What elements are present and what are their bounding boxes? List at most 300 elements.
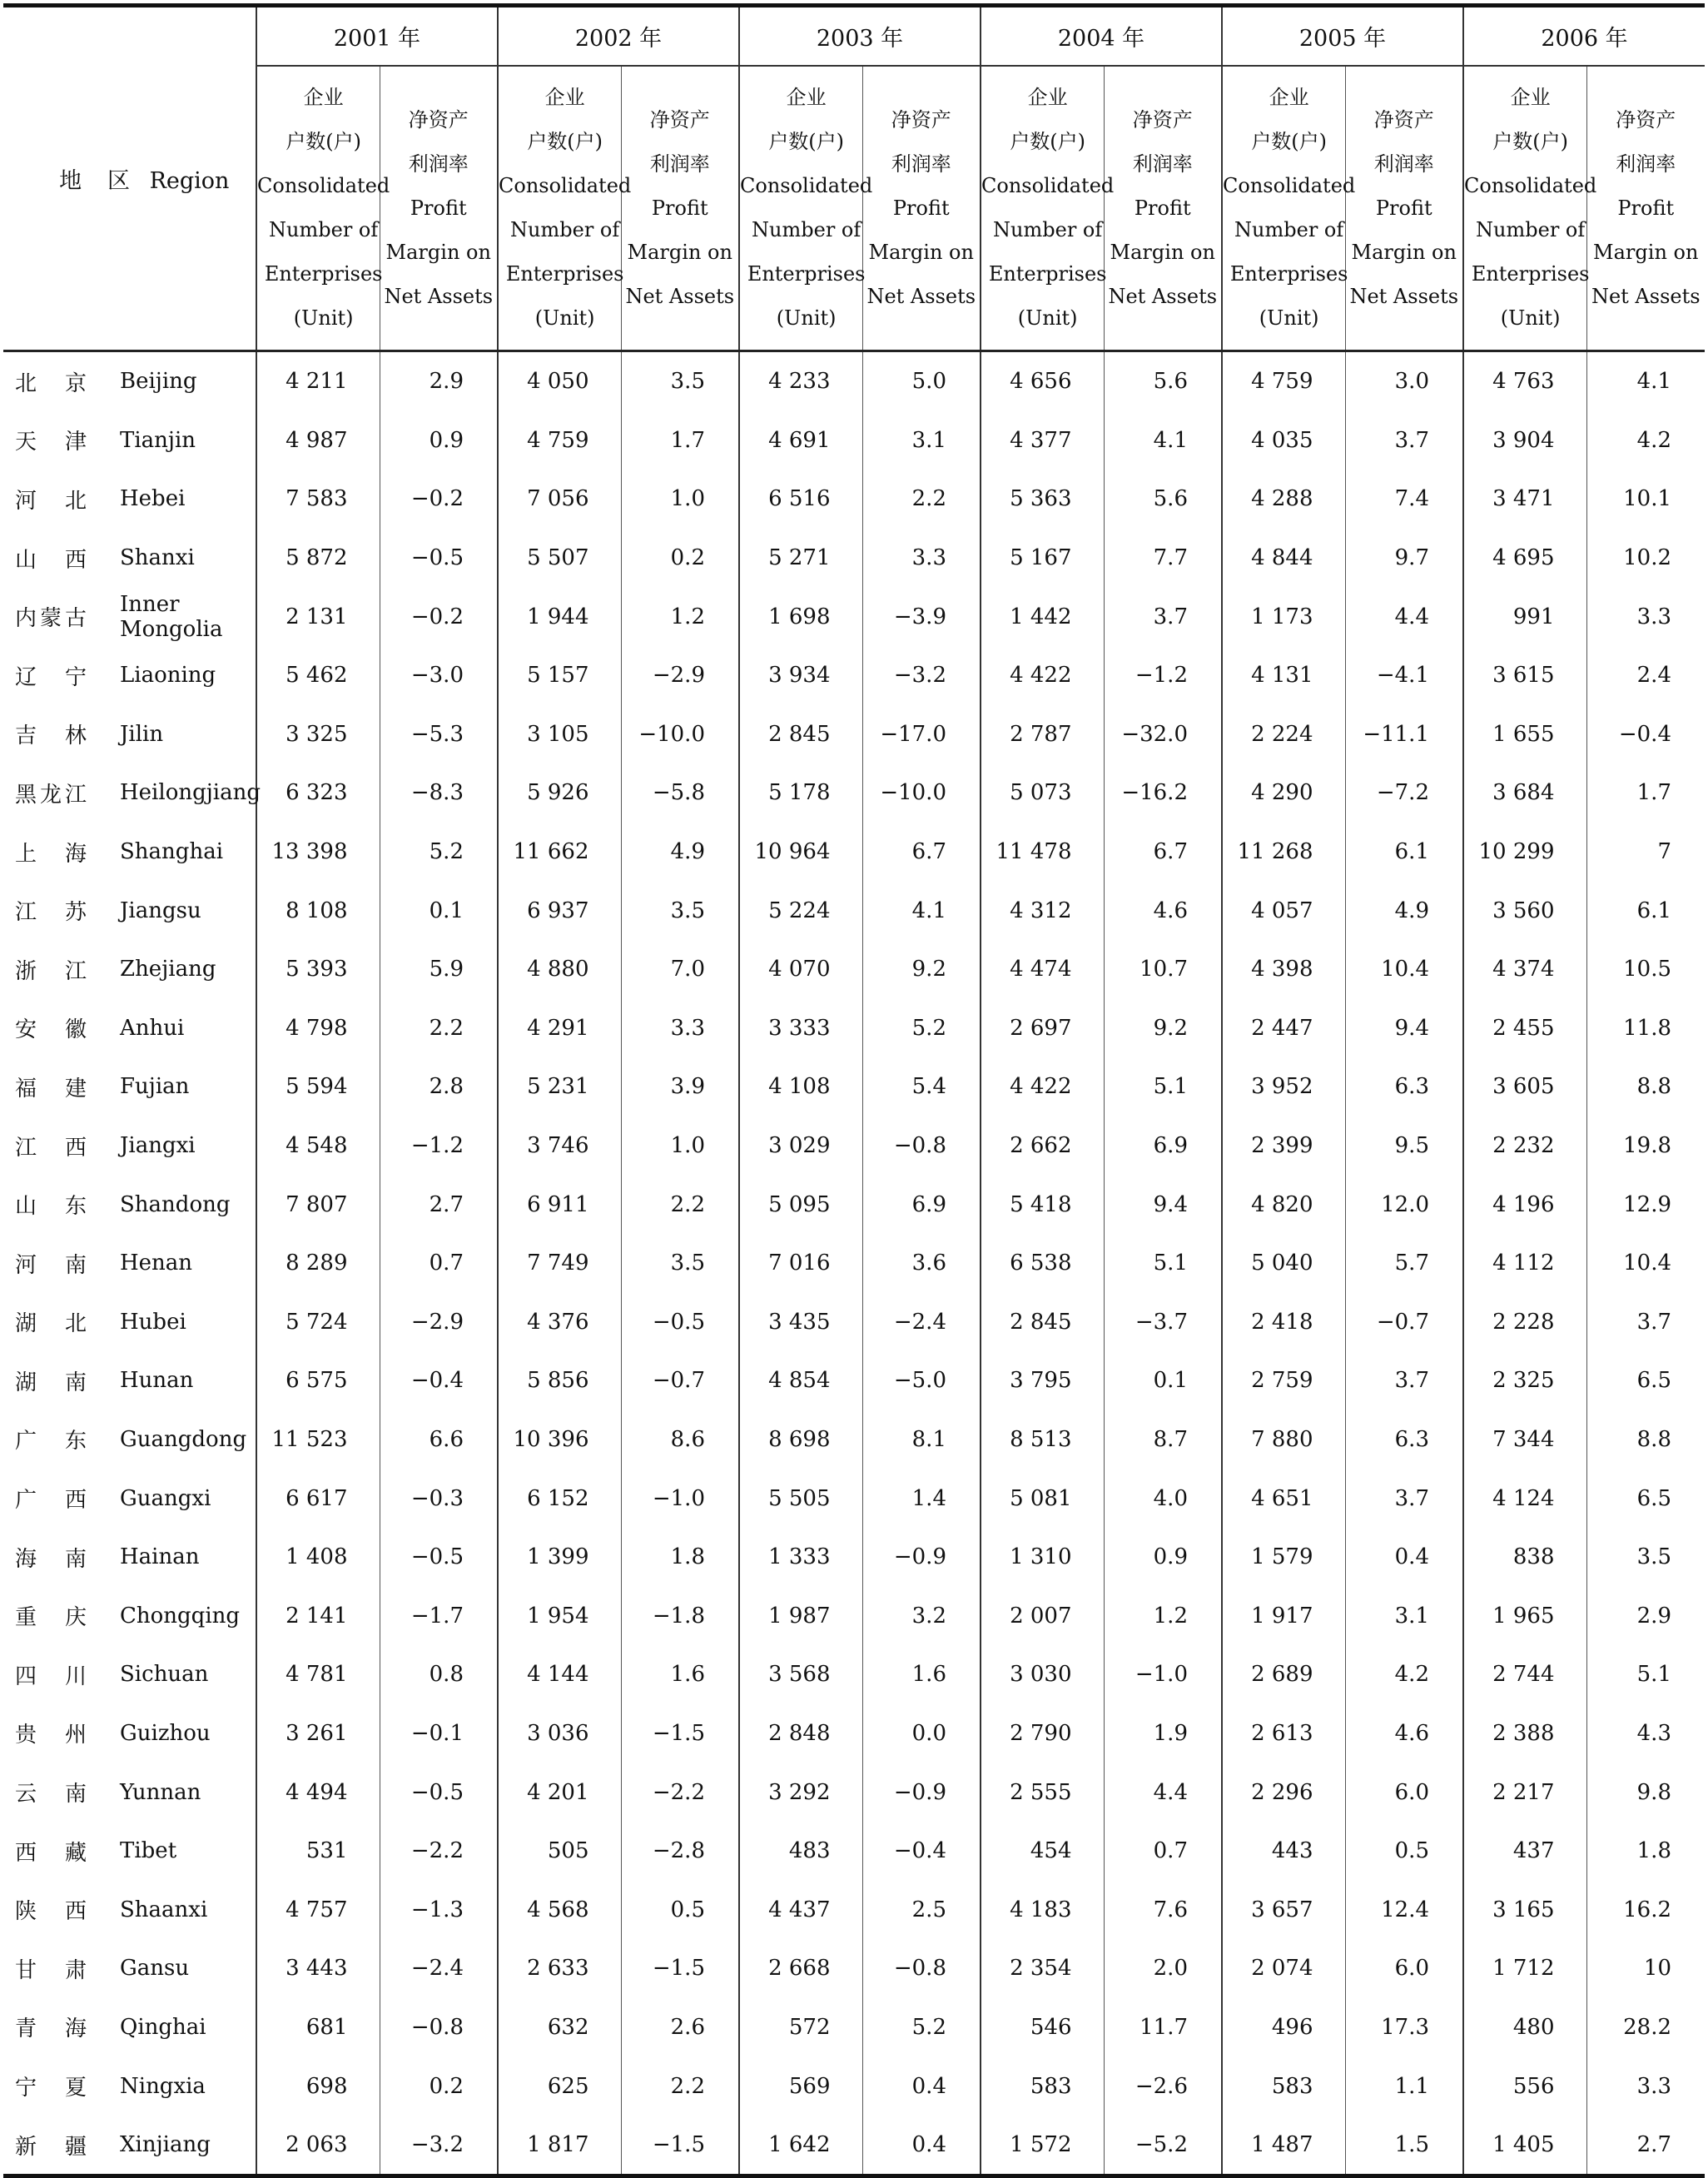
enterprises-header-line: 户数(户) <box>527 130 603 153</box>
profit-margin-cell: −5.2 <box>1104 2116 1222 2176</box>
enterprise-count-cell: 4 196 <box>1463 1175 1586 1234</box>
enterprises-column-header <box>739 66 873 351</box>
enterprise-count-cell: 4 124 <box>1463 1469 1586 1528</box>
enterprise-count-cell: 4 548 <box>256 1116 380 1176</box>
enterprise-count-cell: 4 494 <box>256 1763 380 1822</box>
enterprise-count-cell: 3 684 <box>1463 763 1586 823</box>
enterprise-count-cell: 2 845 <box>981 1293 1104 1352</box>
profit-header-line: Profit <box>1134 196 1191 220</box>
table-row <box>3 529 1705 588</box>
enterprises-header-line: (Unit) <box>293 306 354 330</box>
profit-margin-cell: 1.2 <box>621 587 739 646</box>
enterprise-count-cell: 8 698 <box>739 1410 862 1469</box>
profit-margin-cell: 7.6 <box>1104 1880 1222 1939</box>
profit-margin-cell: 0.4 <box>862 2116 981 2176</box>
table-row <box>3 823 1705 882</box>
profit-margin-cell: −1.3 <box>380 1880 498 1939</box>
enterprise-count-cell: 3 746 <box>498 1116 621 1176</box>
enterprise-count-cell: 5 926 <box>498 763 621 823</box>
enterprise-count-cell: 1 310 <box>981 1528 1104 1587</box>
profit-header-line: Margin on <box>385 240 491 264</box>
profit-margin-cell: 3.3 <box>1586 2056 1705 2116</box>
region-name-cn: 四 川 <box>15 1663 91 1689</box>
enterprise-count-cell: 5 081 <box>981 1469 1104 1528</box>
enterprise-count-cell: 569 <box>739 2056 862 2116</box>
region-name-cn: 湖 北 <box>15 1311 91 1337</box>
enterprise-count-cell: 4 781 <box>256 1645 380 1704</box>
table-row <box>3 1998 1705 2057</box>
enterprises-header-line: Consolidated <box>499 174 632 197</box>
profit-margin-cell: 11.8 <box>1586 999 1705 1058</box>
enterprise-count-cell: 2 744 <box>1463 1645 1586 1704</box>
profit-margin-cell: 0.4 <box>1345 1528 1463 1587</box>
profit-margin-cell: 3.7 <box>1345 1469 1463 1528</box>
profit-margin-cell: 10.1 <box>1586 470 1705 529</box>
enterprise-count-cell: 2 848 <box>739 1704 862 1763</box>
profit-margin-cell: −3.2 <box>862 646 981 705</box>
profit-margin-cell: 4.4 <box>1104 1763 1222 1822</box>
enterprise-count-cell: 1 399 <box>498 1528 621 1587</box>
region-name-cn: 天 津 <box>15 430 91 455</box>
profit-margin-cell: −2.6 <box>1104 2056 1222 2116</box>
enterprise-count-cell: 6 516 <box>739 470 862 529</box>
region-name-cn: 北 京 <box>15 370 91 396</box>
region-name-cn: 内蒙古 <box>15 606 91 632</box>
profit-margin-cell: 2.6 <box>621 1998 739 2057</box>
profit-margin-cell: 4.3 <box>1586 1704 1705 1763</box>
enterprises-header-line: Consolidated <box>740 174 873 197</box>
enterprise-count-cell: 4 651 <box>1222 1469 1345 1528</box>
enterprise-count-cell: 4 035 <box>1222 411 1345 470</box>
profit-margin-cell: 3.6 <box>862 1234 981 1293</box>
table-row <box>3 1586 1705 1645</box>
region-name-en: Qinghai <box>120 2014 206 2040</box>
enterprise-count-cell: 8 513 <box>981 1410 1104 1469</box>
profit-margin-cell: 4.2 <box>1345 1645 1463 1704</box>
profit-margin-cell: −1.5 <box>621 1939 739 1998</box>
profit-margin-cell: −3.0 <box>380 646 498 705</box>
profit-margin-cell: 10.2 <box>1586 529 1705 588</box>
region-name-cn: 安 徽 <box>15 1017 91 1043</box>
enterprise-count-cell: 3 435 <box>739 1293 862 1352</box>
profit-margin-cell: 5.9 <box>380 940 498 999</box>
table-row <box>3 1939 1705 1998</box>
region-name-en: Jilin <box>120 721 164 747</box>
profit-margin-cell: −16.2 <box>1104 763 1222 823</box>
profit-margin-cell: 10.5 <box>1586 940 1705 999</box>
profit-margin-cell: 1.6 <box>621 1645 739 1704</box>
enterprise-count-cell: 4 108 <box>739 1057 862 1116</box>
table-row <box>3 646 1705 705</box>
profit-margin-cell: −1.5 <box>621 2116 739 2176</box>
profit-margin-cell: 7.0 <box>621 940 739 999</box>
enterprise-count-cell: 1 944 <box>498 587 621 646</box>
profit-header-line: Net Assets <box>1591 284 1701 308</box>
profit-margin-cell: 0.1 <box>380 881 498 940</box>
enterprise-count-cell: 1 572 <box>981 2116 1104 2176</box>
profit-margin-cell: 10.4 <box>1345 940 1463 999</box>
profit-header-line: Net Assets <box>625 284 735 308</box>
enterprise-count-cell: 4 820 <box>1222 1175 1345 1234</box>
region-name-cn: 新 疆 <box>3 2116 117 2176</box>
profit-margin-cell: −1.8 <box>621 1586 739 1645</box>
enterprises-header-line: 企业 <box>786 86 827 109</box>
enterprise-count-cell: 1 442 <box>981 587 1104 646</box>
profit-header-line: Net Assets <box>1108 284 1218 308</box>
profit-margin-cell: 2.5 <box>862 1880 981 1939</box>
enterprise-count-cell: 4 211 <box>256 351 380 411</box>
profit-margin-cell: 1.8 <box>621 1528 739 1587</box>
enterprise-count-cell: 2 787 <box>981 705 1104 764</box>
enterprise-count-cell: 3 036 <box>498 1704 621 1763</box>
enterprise-count-cell: 480 <box>1463 1998 1586 2057</box>
enterprise-count-cell: 3 261 <box>256 1704 380 1763</box>
profit-margin-cell: 6.5 <box>1586 1351 1705 1410</box>
profit-margin-cell: 8.8 <box>1586 1410 1705 1469</box>
enterprise-count-cell: 443 <box>1222 1822 1345 1881</box>
enterprises-header-line: Enterprises <box>988 262 1107 286</box>
enterprise-count-cell: 11 268 <box>1222 823 1345 882</box>
enterprises-header-line: 企业 <box>1510 86 1551 109</box>
region-header-cn: 地 区 <box>59 168 132 194</box>
enterprise-count-cell: 5 872 <box>256 529 380 588</box>
profit-margin-cell: 6.3 <box>1345 1410 1463 1469</box>
profit-margin-cell: 12.9 <box>1586 1175 1705 1234</box>
profit-margin-cell: 5.1 <box>1104 1234 1222 1293</box>
table-row <box>3 1351 1705 1410</box>
profit-header-line: 利润率 <box>408 152 469 176</box>
enterprises-header-line: Number of <box>752 218 861 241</box>
profit-margin-cell: −7.2 <box>1345 763 1463 823</box>
enterprises-header-line: Consolidated <box>981 174 1115 197</box>
enterprise-count-cell: 7 749 <box>498 1234 621 1293</box>
table-row <box>3 1293 1705 1352</box>
enterprise-count-cell: 7 344 <box>1463 1410 1586 1469</box>
profit-margin-cell: −5.8 <box>621 763 739 823</box>
region-name-cn: 湖 南 <box>15 1370 91 1395</box>
region-name-en: Liaoning <box>120 663 216 689</box>
enterprise-count-cell: 7 880 <box>1222 1410 1345 1469</box>
enterprise-count-cell: 2 074 <box>1222 1939 1345 1998</box>
profit-margin-cell: 3.0 <box>1345 351 1463 411</box>
enterprises-header-line: (Unit) <box>776 306 837 330</box>
enterprise-count-cell: 5 040 <box>1222 1234 1345 1293</box>
enterprise-count-cell: 1 817 <box>498 2116 621 2176</box>
table-row <box>3 1175 1705 1234</box>
enterprise-count-cell: 3 605 <box>1463 1057 1586 1116</box>
enterprise-count-cell: 5 418 <box>981 1175 1104 1234</box>
profit-header-line: 利润率 <box>1616 152 1676 176</box>
enterprise-count-cell: 2 217 <box>1463 1763 1586 1822</box>
enterprise-count-cell: 2 131 <box>256 587 380 646</box>
profit-margin-cell: −0.8 <box>862 1116 981 1176</box>
profit-margin-column-header <box>1345 66 1463 351</box>
enterprise-count-cell: 3 934 <box>739 646 862 705</box>
profit-header-line: 净资产 <box>408 107 469 132</box>
table-row <box>3 940 1705 999</box>
enterprise-count-cell: 6 152 <box>498 1469 621 1528</box>
region-name-en: Hubei <box>120 1309 186 1335</box>
enterprises-header-line: (Unit) <box>534 306 595 330</box>
profit-margin-cell: 5.6 <box>1104 470 1222 529</box>
region-name-en: Beijing <box>120 369 197 395</box>
profit-margin-cell: 9.8 <box>1586 1763 1705 1822</box>
region-name-cn: 贵 州 <box>15 1723 91 1748</box>
enterprise-count-cell: 4 290 <box>1222 763 1345 823</box>
year-header-row <box>3 7 1705 66</box>
enterprises-header-line: 户数(户) <box>285 130 361 153</box>
profit-margin-cell: −5.3 <box>380 705 498 764</box>
profit-margin-cell: 5.6 <box>1104 351 1222 411</box>
enterprise-count-cell: 2 354 <box>981 1939 1104 1998</box>
profit-margin-cell: 3.7 <box>1104 587 1222 646</box>
profit-margin-cell: −5.0 <box>862 1351 981 1410</box>
enterprise-count-cell: 4 131 <box>1222 646 1345 705</box>
profit-margin-cell: −2.2 <box>380 1822 498 1881</box>
profit-margin-cell: 1.6 <box>862 1645 981 1704</box>
profit-margin-cell: −3.7 <box>1104 1293 1222 1352</box>
profit-margin-cell: 1.0 <box>621 1116 739 1176</box>
profit-header-line: 利润率 <box>1132 152 1193 176</box>
profit-margin-cell: 2.7 <box>1586 2116 1705 2176</box>
profit-margin-cell: −0.2 <box>380 587 498 646</box>
profit-margin-cell: 3.5 <box>621 881 739 940</box>
enterprise-count-cell: 3 030 <box>981 1645 1104 1704</box>
region-name-en: Zhejiang <box>120 957 216 982</box>
profit-margin-cell: −3.2 <box>380 2116 498 2176</box>
profit-header-line: Profit <box>651 196 708 220</box>
region-name-en: Anhui <box>120 1015 185 1041</box>
enterprise-count-cell: 2 388 <box>1463 1704 1586 1763</box>
profit-header-line: Margin on <box>1351 240 1457 264</box>
enterprise-count-cell: 3 165 <box>1463 1880 1586 1939</box>
region-name-en: Heilongjiang <box>120 780 261 806</box>
enterprise-count-cell: 4 288 <box>1222 470 1345 529</box>
region-name-en: Jiangxi <box>120 1133 196 1159</box>
profit-margin-cell: 4.9 <box>621 823 739 882</box>
profit-margin-cell: 5.7 <box>1345 1234 1463 1293</box>
region-name-en: Xinjiang <box>117 2116 256 2176</box>
enterprise-count-cell: 5 363 <box>981 470 1104 529</box>
profit-margin-cell: 3.1 <box>862 411 981 470</box>
profit-header-line: Profit <box>410 196 467 220</box>
enterprises-header-line: Consolidated <box>1223 174 1356 197</box>
enterprise-count-cell: 4 183 <box>981 1880 1104 1939</box>
region-name-cn: 青 海 <box>15 2016 91 2042</box>
enterprise-count-cell: 2 790 <box>981 1704 1104 1763</box>
profit-margin-cell: 1.8 <box>1586 1822 1705 1881</box>
profit-margin-cell: 7.7 <box>1104 529 1222 588</box>
enterprises-header-line: 企业 <box>1027 86 1068 109</box>
enterprise-count-cell: 2 228 <box>1463 1293 1586 1352</box>
profit-margin-cell: −0.9 <box>862 1528 981 1587</box>
profit-margin-cell: −0.5 <box>621 1293 739 1352</box>
enterprise-count-cell: 1 917 <box>1222 1586 1345 1645</box>
profit-header-line: Margin on <box>868 240 974 264</box>
region-name-cn: 河 北 <box>15 488 91 514</box>
profit-margin-cell: 17.3 <box>1345 1998 1463 2057</box>
profit-margin-cell: 4.9 <box>1345 881 1463 940</box>
profit-margin-cell: 8.6 <box>621 1410 739 1469</box>
enterprise-count-cell: 3 292 <box>739 1763 862 1822</box>
table-row <box>3 2116 1705 2176</box>
enterprises-header-line: Consolidated <box>257 174 390 197</box>
profit-margin-cell: 10.7 <box>1104 940 1222 999</box>
year-header: 2001 年 <box>256 7 498 66</box>
profit-margin-cell: −0.7 <box>1345 1293 1463 1352</box>
enterprise-count-cell: 1 408 <box>256 1528 380 1587</box>
year-header: 2003 年 <box>739 7 981 66</box>
profit-margin-cell: −32.0 <box>1104 705 1222 764</box>
profit-margin-column-header <box>1104 66 1222 351</box>
profit-margin-cell: 9.4 <box>1104 1175 1222 1234</box>
profit-margin-cell: −0.5 <box>380 529 498 588</box>
profit-margin-cell: 0.5 <box>1345 1822 1463 1881</box>
profit-margin-cell: 5.1 <box>1586 1645 1705 1704</box>
profit-header-line: Net Assets <box>1349 284 1459 308</box>
enterprise-count-cell: 4 656 <box>981 351 1104 411</box>
enterprise-count-cell: 3 325 <box>256 705 380 764</box>
enterprise-count-cell: 7 807 <box>256 1175 380 1234</box>
enterprise-count-cell: 10 964 <box>739 823 862 882</box>
region-name-cn: 山 东 <box>15 1194 91 1220</box>
region-name-en: Hunan <box>120 1368 194 1394</box>
enterprise-count-cell: 4 144 <box>498 1645 621 1704</box>
enterprises-header-line: 户数(户) <box>1251 130 1327 153</box>
table-row <box>3 1880 1705 1939</box>
enterprise-count-cell: 625 <box>498 2056 621 2116</box>
region-name-cn: 上 海 <box>15 841 91 867</box>
enterprise-count-cell: 4 201 <box>498 1763 621 1822</box>
profit-margin-cell: 5.2 <box>380 823 498 882</box>
enterprise-count-cell: 6 911 <box>498 1175 621 1234</box>
profit-margin-column-header <box>862 66 981 351</box>
profit-header-line: Net Assets <box>866 284 976 308</box>
profit-margin-cell: 0.7 <box>1104 1822 1222 1881</box>
profit-margin-cell: 0.9 <box>380 411 498 470</box>
profit-margin-cell: 6.5 <box>1586 1469 1705 1528</box>
profit-margin-cell: 8.7 <box>1104 1410 1222 1469</box>
enterprises-header-line: 户数(户) <box>768 130 844 153</box>
enterprise-count-cell: 4 854 <box>739 1351 862 1410</box>
profit-margin-cell: 7.4 <box>1345 470 1463 529</box>
enterprise-count-cell: 4 291 <box>498 999 621 1058</box>
enterprise-count-cell: 3 904 <box>1463 411 1586 470</box>
enterprise-count-cell: 5 856 <box>498 1351 621 1410</box>
profit-margin-cell: 2.8 <box>380 1057 498 1116</box>
profit-margin-cell: −3.9 <box>862 587 981 646</box>
enterprise-count-cell: 632 <box>498 1998 621 2057</box>
enterprises-header-line: Enterprises <box>1471 262 1590 286</box>
enterprise-count-cell: 2 759 <box>1222 1351 1345 1410</box>
enterprise-count-cell: 8 289 <box>256 1234 380 1293</box>
profit-header-line: Profit <box>1617 196 1675 220</box>
profit-margin-cell: 1.5 <box>1345 2116 1463 2176</box>
region-name-en: Gansu <box>120 1956 190 1982</box>
region-name-cn: 陕 西 <box>15 1899 91 1925</box>
profit-margin-cell: 4.1 <box>1586 351 1705 411</box>
enterprise-count-cell: 7 016 <box>739 1234 862 1293</box>
enterprise-count-cell: 3 560 <box>1463 881 1586 940</box>
profit-margin-cell: −0.5 <box>380 1528 498 1587</box>
profit-margin-cell: 0.5 <box>621 1880 739 1939</box>
enterprise-count-cell: 4 312 <box>981 881 1104 940</box>
table-row <box>3 1410 1705 1469</box>
enterprise-count-cell: 11 478 <box>981 823 1104 882</box>
profit-margin-cell: 5.0 <box>862 351 981 411</box>
region-name-en: Shaanxi <box>120 1897 208 1922</box>
region-name-cn: 山 西 <box>15 547 91 573</box>
region-name-cn: 海 南 <box>15 1546 91 1572</box>
profit-margin-cell: 6.0 <box>1345 1939 1463 1998</box>
profit-margin-cell: 2.0 <box>1104 1939 1222 1998</box>
region-header <box>3 7 256 351</box>
profit-margin-cell: 0.9 <box>1104 1528 1222 1587</box>
profit-header-line: Profit <box>892 196 950 220</box>
year-header: 2006 年 <box>1463 7 1705 66</box>
profit-margin-cell: 6.7 <box>1104 823 1222 882</box>
enterprise-count-cell: 4 759 <box>1222 351 1345 411</box>
profit-margin-cell: 12.0 <box>1345 1175 1463 1234</box>
enterprise-count-cell: 2 232 <box>1463 1116 1586 1176</box>
table-row <box>3 351 1705 411</box>
enterprise-count-cell: 4 757 <box>256 1880 380 1939</box>
enterprise-count-cell: 4 437 <box>739 1880 862 1939</box>
enterprise-count-cell: 1 487 <box>1222 2116 1345 2176</box>
enterprise-count-cell: 6 538 <box>981 1234 1104 1293</box>
region-name-en: Inner Mongolia <box>120 591 223 642</box>
enterprise-profit-table <box>3 3 1705 2178</box>
enterprise-count-cell: 4 233 <box>739 351 862 411</box>
enterprise-count-cell: 5 594 <box>256 1057 380 1116</box>
profit-margin-cell: 12.4 <box>1345 1880 1463 1939</box>
profit-margin-cell: 3.3 <box>862 529 981 588</box>
profit-margin-cell: −0.5 <box>380 1763 498 1822</box>
profit-header-line: Net Assets <box>384 284 494 308</box>
region-name-en: Yunnan <box>120 1779 201 1805</box>
profit-margin-cell: −17.0 <box>862 705 981 764</box>
enterprise-count-cell: 1 405 <box>1463 2116 1586 2176</box>
enterprise-count-cell: 546 <box>981 1998 1104 2057</box>
enterprise-count-cell: 2 141 <box>256 1586 380 1645</box>
year-header: 2004 年 <box>981 7 1222 66</box>
enterprise-count-cell: 4 568 <box>498 1880 621 1939</box>
profit-margin-cell: 1.1 <box>1345 2056 1463 2116</box>
enterprise-count-cell: 1 712 <box>1463 1939 1586 1998</box>
enterprise-count-cell: 4 763 <box>1463 351 1586 411</box>
enterprises-header-line: 企业 <box>303 86 344 109</box>
table-row <box>3 1704 1705 1763</box>
enterprise-count-cell: 3 333 <box>739 999 862 1058</box>
enterprise-count-cell: 1 698 <box>739 587 862 646</box>
profit-margin-cell: −2.2 <box>621 1763 739 1822</box>
region-name-cn: 辽 宁 <box>15 664 91 690</box>
profit-header-line: 利润率 <box>649 152 710 176</box>
profit-margin-cell: 0.8 <box>380 1645 498 1704</box>
region-name-cn: 吉 林 <box>15 724 91 749</box>
profit-margin-cell: 1.9 <box>1104 1704 1222 1763</box>
enterprise-count-cell: 1 987 <box>739 1586 862 1645</box>
table-row <box>3 881 1705 940</box>
enterprise-count-cell: 3 952 <box>1222 1057 1345 1116</box>
profit-margin-cell: 1.4 <box>862 1469 981 1528</box>
profit-margin-cell: 3.1 <box>1345 1586 1463 1645</box>
enterprise-count-cell: 6 937 <box>498 881 621 940</box>
profit-margin-cell: 8.1 <box>862 1410 981 1469</box>
profit-margin-cell: −2.8 <box>621 1822 739 1881</box>
profit-header-line: Profit <box>1375 196 1432 220</box>
enterprises-header-line: Number of <box>269 218 379 241</box>
